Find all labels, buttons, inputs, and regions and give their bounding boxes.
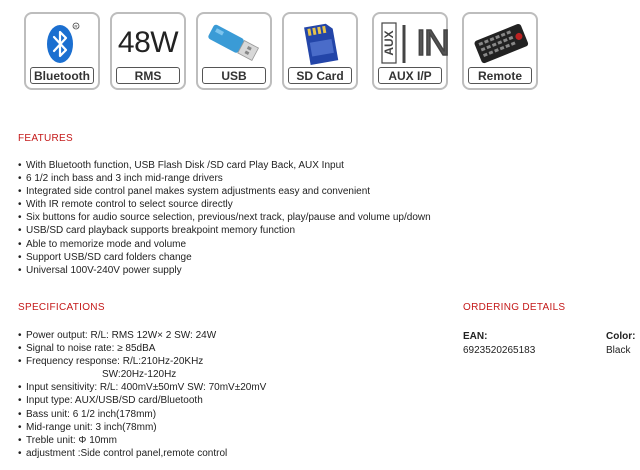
remote-control-icon — [468, 20, 532, 66]
sd-card-tile — [282, 12, 358, 90]
feature-item: • 6 1/2 inch bass and 3 inch mid-range drivers — [18, 173, 223, 185]
feature-item: • Six buttons for audio source selection, previous/next track, play/pause and volume up/down — [18, 212, 431, 224]
feature-item: • Able to memorize mode and volume — [18, 238, 187, 250]
spec-item: • Power output: R/L: RMS 12W× 2 SW: 24W — [18, 330, 217, 341]
aux-in-letters: IN — [416, 22, 448, 63]
bluetooth-icon — [42, 20, 82, 66]
aux-label: AUX I/P — [378, 67, 442, 84]
ordering-details-heading: ORDERING DETAILS — [463, 302, 566, 313]
aux-icon-text: AUX — [382, 30, 396, 56]
spec-item: • Frequency response: R/L:210Hz-20KHz — [18, 356, 204, 368]
features-list — [18, 159, 431, 277]
svg-text:R: R — [74, 24, 78, 29]
spec-item: • Treble unit: Φ 10mm — [18, 434, 117, 446]
feature-item: • Universal 100V-240V power supply — [18, 264, 182, 276]
rms-tile — [110, 12, 186, 90]
specifications-heading: SPECIFICATIONS — [18, 302, 105, 313]
aux-tile — [372, 12, 448, 90]
bluetooth-tile — [24, 12, 100, 90]
spec-item: • Bass unit: 6 1/2 inch(178mm) — [18, 408, 157, 420]
sd-card-icon — [295, 19, 345, 67]
spec-item: • Mid-range unit: 3 inch(78mm) — [18, 421, 157, 433]
feature-item: • With IR remote control to select source directly — [18, 199, 233, 211]
rms-power-value: 48W — [117, 26, 179, 59]
feature-item: • USB/SD card playback supports breakpoint memory function — [18, 225, 296, 237]
usb-stick-icon — [202, 20, 266, 66]
ean-value: 6923520265183 — [463, 345, 536, 356]
spec-item: • Input sensitivity: R/L: 400mV±50mV SW: 70mV±20mV — [18, 382, 267, 394]
color-value: Black — [606, 345, 631, 356]
color-label: Color: — [606, 331, 636, 342]
spec-item: • Input type: AUX/USB/SD card/Bluetooth — [18, 395, 203, 407]
usb-label: USB — [202, 67, 266, 84]
bluetooth-label: Bluetooth — [30, 67, 94, 84]
spec-item-continuation: SW:20Hz-120Hz — [102, 369, 177, 381]
spec-item: • adjustment :Side control panel,remote control — [18, 447, 228, 459]
aux-in-icon — [378, 19, 448, 67]
feature-item: • With Bluetooth function, USB Flash Disk /SD card Play Back, AUX Input — [18, 160, 344, 171]
feature-icon-row — [24, 12, 534, 92]
remote-label: Remote — [468, 67, 532, 84]
feature-item: • Integrated side control panel makes system adjustments easy and convenient — [18, 186, 371, 198]
specifications-list — [18, 329, 266, 460]
sd-card-label: SD Card — [288, 67, 352, 84]
features-heading: FEATURES — [18, 133, 73, 144]
ean-label: EAN: — [463, 331, 488, 342]
spec-item: • Signal to noise rate: ≥ 85dBA — [18, 343, 156, 355]
usb-tile — [196, 12, 272, 90]
rms-label: RMS — [116, 67, 180, 84]
feature-item: • Support USB/SD card folders change — [18, 251, 192, 263]
remote-tile — [462, 12, 538, 90]
